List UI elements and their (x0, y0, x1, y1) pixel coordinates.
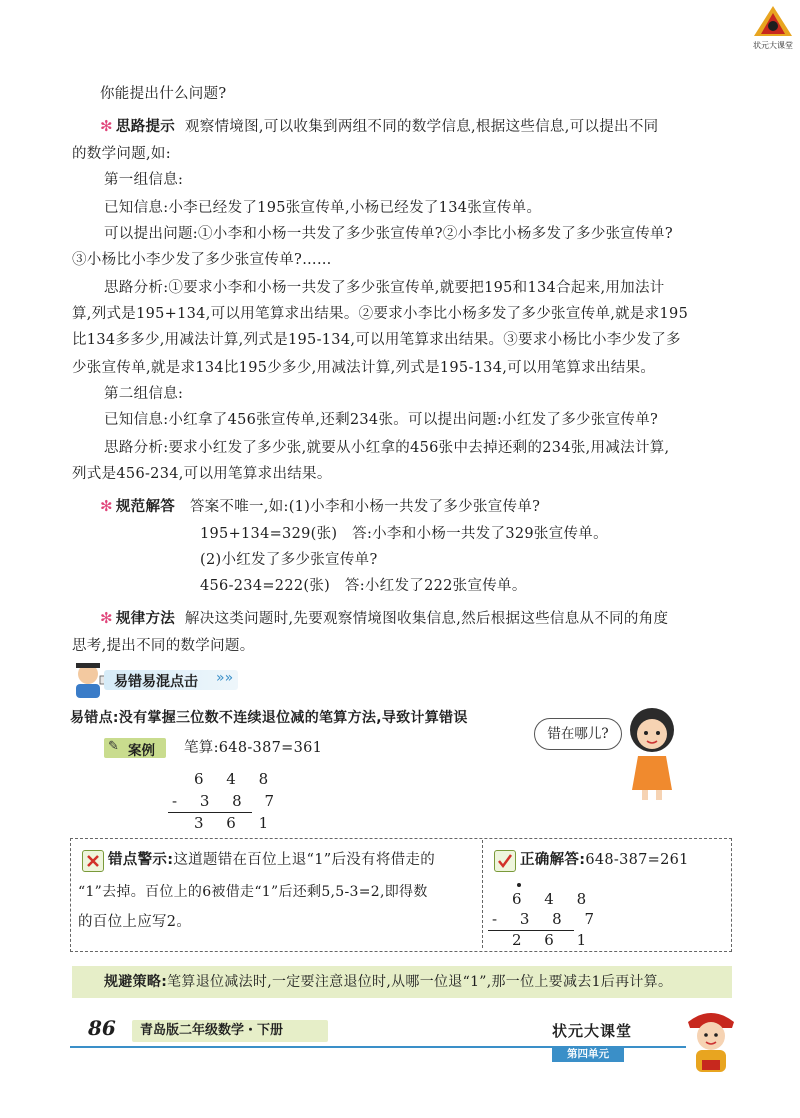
known-info-2: 已知信息:小红拿了456张宣传单,还剩234张。可以提出问题:小红发了多少张宣传单? (104, 412, 659, 428)
thinking-line2: 的数学问题,如: (72, 146, 171, 162)
answer-line4: 456-234=222(张) 答:小红发了222张宣传单。 (200, 578, 527, 594)
publisher-logo (752, 4, 794, 50)
warn-line1 (108, 850, 435, 870)
method-block (100, 608, 668, 629)
page-number: 86 (88, 1016, 116, 1040)
logo-caption: 状元大课堂 (753, 41, 793, 50)
case-label: 案例 (128, 743, 155, 759)
mistake-banner (66, 662, 246, 698)
correct-expression: 648-387=261 (585, 852, 689, 868)
analysis-1-line1: 思路分析:①要求小李和小杨一共发了多少张宣传单,就要把195和134合起来,用加法计 (104, 280, 665, 296)
mistake-point: 易错点:没有掌握三位数不连续退位减的笔算方法,导致计算错误 (70, 710, 468, 726)
correct-calc-sub: - 3 8 7 (492, 910, 604, 928)
strategy-label: 规避策略: (104, 974, 168, 990)
group1-title: 第一组信息: (104, 172, 184, 188)
case-tag (104, 738, 166, 758)
thinking-hint (100, 116, 658, 137)
mascot-icon (682, 1004, 740, 1078)
strategy-line (104, 972, 672, 992)
unit-tag (552, 1046, 624, 1062)
analysis-2-line2: 列式是456-234,可以用笔算求出结果。 (72, 466, 332, 482)
thinking-line1: 观察情境图,可以收集到两组不同的数学信息,根据这些信息,可以提出不同 (184, 119, 659, 135)
flower-icon: ✻ (100, 497, 113, 515)
thinking-label: 思路提示 (115, 119, 176, 135)
flower-icon: ✻ (100, 117, 113, 135)
analysis-1-line4: 少张宣传单,就是求134比195少多少,用减法计算,列式是195-134,可以用笔算求出结果。 (72, 360, 656, 376)
strategy-text: 笔算退位减法时,一定要注意退位时,从哪一位退“1”,那一位上要减去1后再计算。 (167, 974, 673, 990)
method-line1: 解决这类问题时,先要观察情境图收集信息,然后根据这些信息从不同的角度 (184, 611, 669, 627)
wrong-calc-sub: - 3 8 7 (172, 792, 284, 810)
group2-title: 第二组信息: (104, 386, 184, 402)
wrong-mark-icon (82, 850, 104, 872)
ask-1-line2: ③小杨比小李少发了多少张宣传单?…… (72, 252, 332, 268)
warn-line2: “1”去掉。百位上的6被借走“1”后还剩5,5-3=2,即得数 (78, 884, 428, 900)
unit-label: 第四单元 (567, 1048, 609, 1060)
bubble-text: 错在哪儿? (547, 726, 609, 742)
pencil-icon: ✎ (108, 739, 119, 754)
check-mark-icon (494, 850, 516, 872)
answer-block (100, 496, 540, 517)
answer-line3: (2)小红发了多少张宣传单? (200, 552, 378, 568)
banner-title: 易错易混点击 (114, 674, 198, 690)
method-line2: 思考,提出不同的数学问题。 (72, 638, 255, 654)
borrow-dot (517, 883, 521, 887)
logo-icon (752, 4, 794, 38)
warn-label: 错点警示: (108, 852, 174, 868)
answer-label: 规范解答 (115, 499, 176, 515)
analysis-1-line2: 算,列式是195+134,可以用笔算求出结果。②要求小李比小杨多发了多少张宣传单,就是求195 (72, 306, 689, 322)
method-label: 规律方法 (115, 611, 176, 627)
banner-arrows-icon: »» (216, 670, 234, 686)
warn-line3: 的百位上应写2。 (78, 914, 192, 930)
correct-line (520, 850, 689, 870)
case-expression: 笔算:648-387=361 (184, 740, 323, 756)
speech-bubble (534, 718, 622, 750)
correct-calc-top: 6 4 8 (512, 890, 596, 908)
correct-label: 正确解答: (520, 852, 586, 868)
answer-line1: 答案不唯一,如:(1)小李和小杨一共发了多少张宣传单? (189, 499, 541, 515)
book-title: 青岛版二年级数学・下册 (140, 1023, 284, 1038)
girl-icon (622, 706, 682, 802)
ask-1-line1: 可以提出问题:①小李和小杨一共发了多少张宣传单?②小李比小杨多发了多少张宣传单? (104, 226, 673, 242)
book-title-tag (132, 1020, 328, 1042)
footer-brand: 状元大课堂 (552, 1022, 633, 1040)
wrong-calc-top: 6 4 8 (194, 770, 278, 788)
warn-text-1: 这道题错在百位上退“1”后没有将借走的 (173, 852, 436, 868)
known-info-1: 已知信息:小李已经发了195张宣传单,小杨已经发了134张宣传单。 (104, 200, 542, 216)
box-divider (482, 840, 483, 948)
flower-icon: ✻ (100, 609, 113, 627)
intro-question: 你能提出什么问题? (100, 86, 227, 102)
answer-line2: 195+134=329(张) 答:小李和小杨一共发了329张宣传单。 (200, 526, 608, 542)
analysis-1-line3: 比134多多少,用减法计算,列式是195-134,可以用笔算求出结果。③要求小杨比小李少发了多 (72, 332, 681, 348)
wrong-calc-result: 3 6 1 (194, 814, 278, 832)
correct-calc-result: 2 6 1 (512, 931, 596, 949)
analysis-2-line1: 思路分析:要求小红发了多少张,就要从小红拿的456张中去掉还剩的234张,用减法计算, (104, 440, 670, 456)
